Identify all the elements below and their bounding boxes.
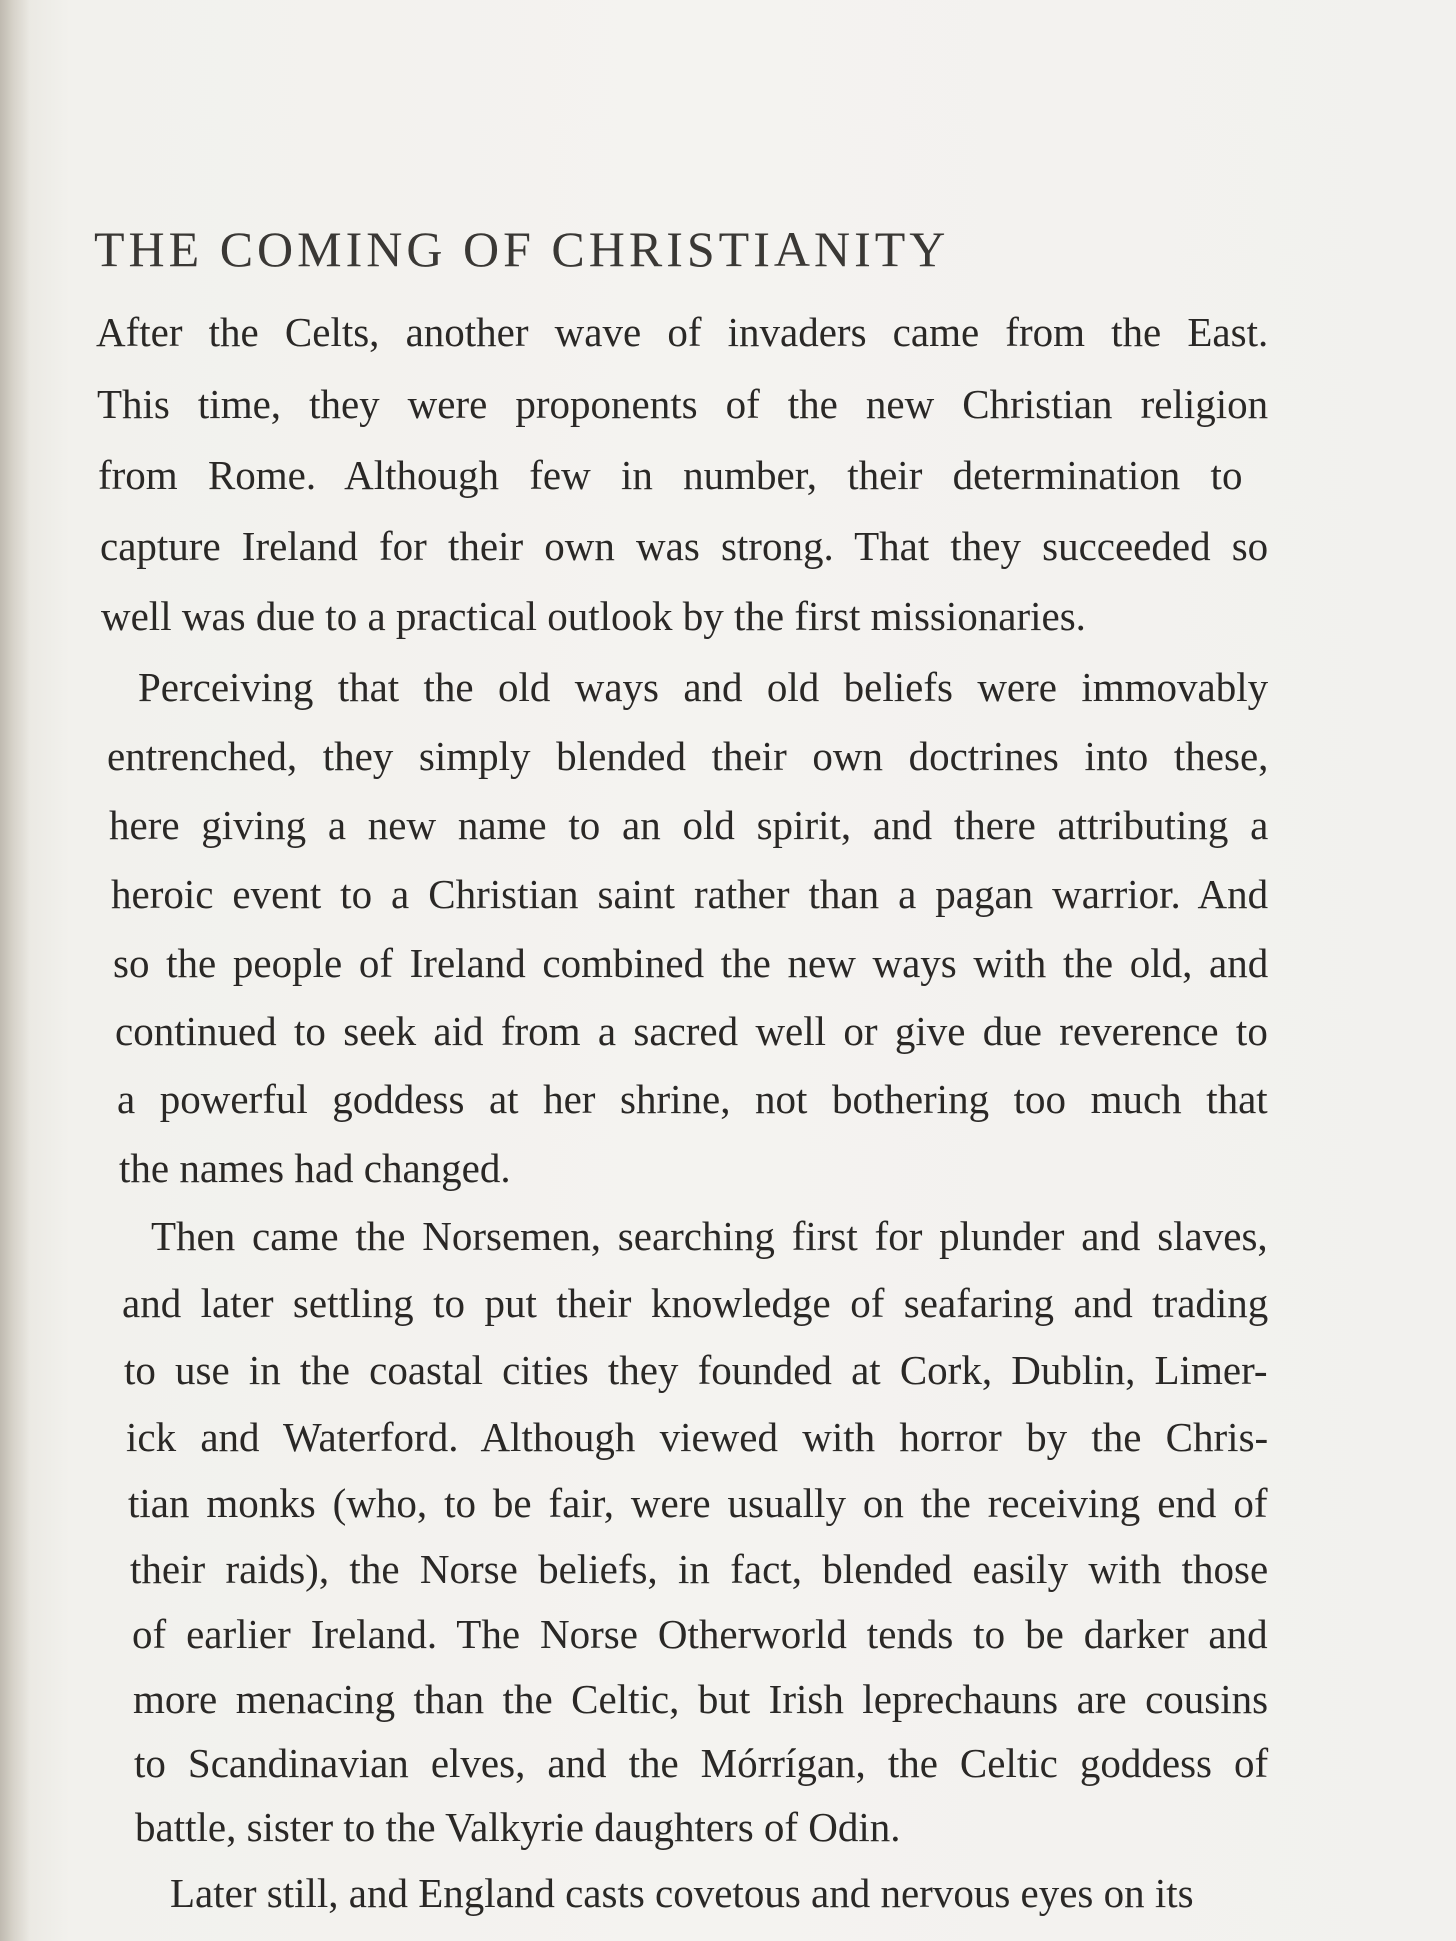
text-line: capture Ireland for their own was strong. That they succeeded so <box>100 523 1269 569</box>
text-line: from Rome. Although few in number, their determination to <box>98 452 1243 498</box>
text-line: heroic event to a Christian saint rather than a pagan warrior. And <box>111 871 1269 917</box>
text-line: their raids), the Norse beliefs, in fact, blended easily with those <box>130 1546 1269 1592</box>
text-line: entrenched, they simply blended their own doctrines into these, <box>107 733 1269 779</box>
text-line: Later still, and England casts covetous and nervous eyes on its <box>170 1870 1194 1916</box>
text-line: a powerful goddess at her shrine, not bothering too much that <box>117 1076 1268 1122</box>
text-line: well was due to a practical outlook by the first missionaries. <box>101 593 1086 639</box>
text-line: to Scandinavian elves, and the Mórrígan, the Celtic goddess of <box>134 1740 1269 1786</box>
text-line: continued to seek aid from a sacred well or give due reverence to <box>115 1008 1268 1054</box>
text-line: of earlier Ireland. The Norse Otherworld tends to be darker and <box>132 1611 1268 1657</box>
text-line: After the Celts, another wave of invaders came from the East. <box>96 309 1269 355</box>
text-line: the names had changed. <box>119 1145 511 1191</box>
text-line: This time, they were proponents of the new Christian religion <box>97 381 1269 427</box>
text-line: Perceiving that the old ways and old beliefs were immovably <box>138 664 1269 710</box>
book-spine-shadow <box>0 0 30 1941</box>
text-line: here giving a new name to an old spirit, and there attributing a <box>109 802 1269 848</box>
text-line: battle, sister to the Valkyrie daughters of Odin. <box>135 1804 901 1850</box>
text-line: Then came the Norsemen, searching first for plunder and slaves, <box>151 1213 1268 1259</box>
section-heading: THE COMING OF CHRISTIANITY <box>94 221 950 277</box>
text-line: more menacing than the Celtic, but Irish leprechauns are cousins <box>133 1676 1269 1722</box>
text-line: tian monks (who, to be fair, were usually on the receiving end of <box>128 1480 1268 1526</box>
text-line: to use in the coastal cities they founded at Cork, Dublin, Limer- <box>124 1347 1268 1393</box>
text-line: and later settling to put their knowledge of seafaring and trading <box>122 1280 1269 1326</box>
text-line: ick and Waterford. Although viewed with horror by the Chris- <box>126 1414 1269 1460</box>
text-line: so the people of Ireland combined the new ways with the old, and <box>113 940 1269 986</box>
